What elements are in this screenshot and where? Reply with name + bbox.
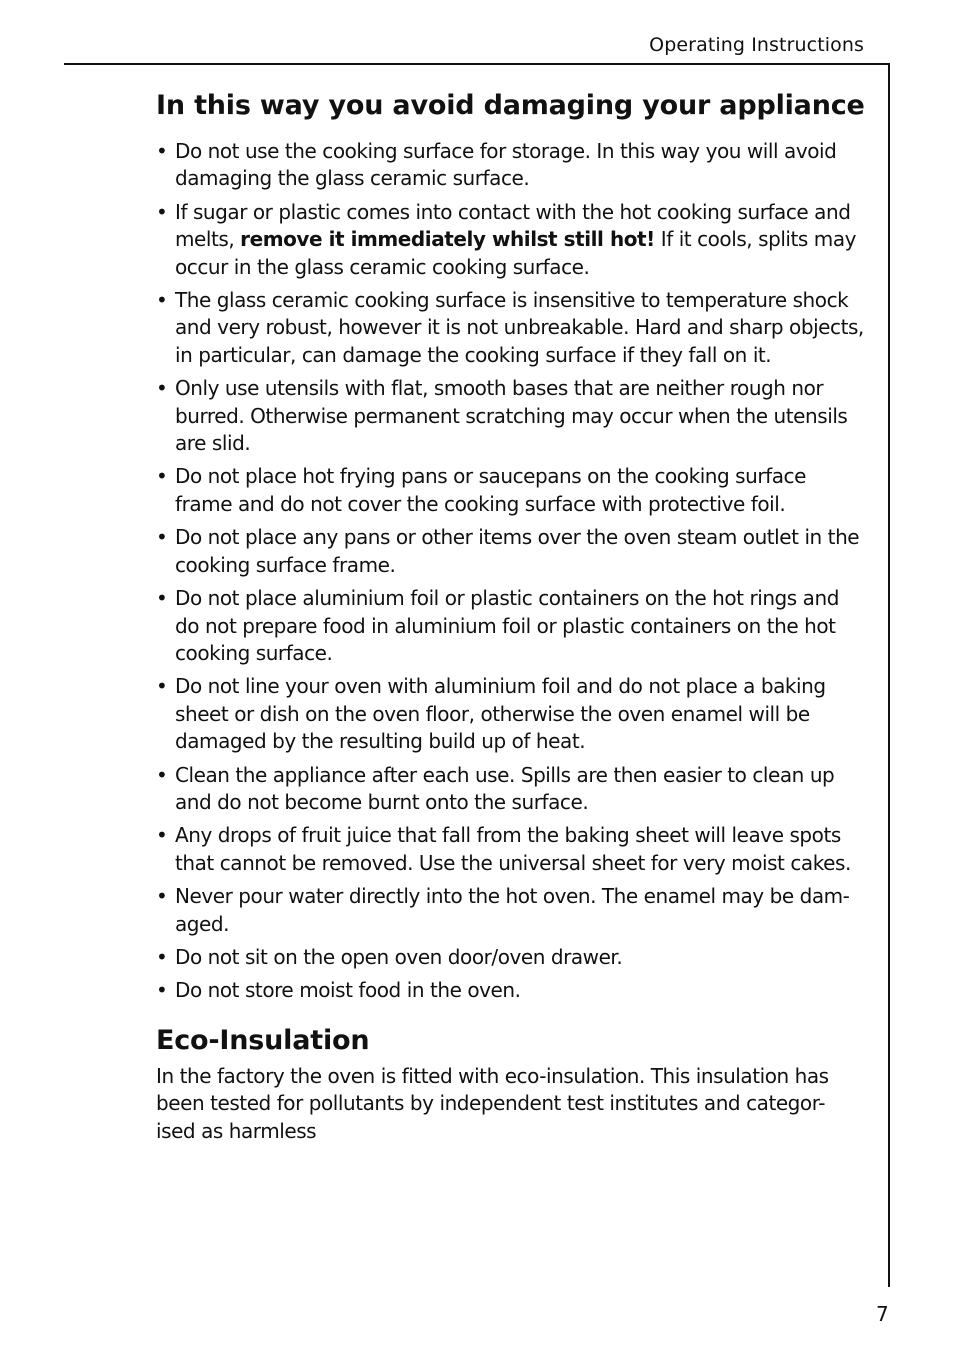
list-item: • Do not place aluminium foil or plastic containers on the hot rings and do not prepare food in aluminium foil or plastic containers on the hot cooking surface. <box>156 586 839 665</box>
list-item: • If sugar or plastic comes into contact with the hot cooking surface and melts, remove it immediately whilst still hot! If it cools, splits may occur in the glass ceramic cooking surface. <box>156 199 857 279</box>
bullet-icon: • <box>156 884 168 909</box>
list-item: • Do not store moist food in the oven. <box>156 977 868 1004</box>
list-item: • Any drops of fruit juice that fall from the baking sheet will leave spots that cannot be removed. Use the universal sheet for very moist cakes. <box>156 823 851 875</box>
list-item: • The glass ceramic cooking surface is insensitive to temperature shock and very robust, however it is not unbreakable. Hard and sharp objects, in particular, can damage the cooking surface if they fall on it. <box>156 288 864 367</box>
emphasis-text: remove it immediately whilst still hot! <box>240 227 655 252</box>
bullet-icon: • <box>156 525 168 550</box>
header-rule <box>64 63 890 65</box>
list-item: • Do not place any pans or other items over the oven steam outlet in the cooking surface frame. <box>156 525 860 577</box>
eco-line: ised as harmless <box>156 1118 317 1143</box>
bullet-icon: • <box>156 586 168 611</box>
bullet-icon: • <box>156 978 168 1003</box>
bullet-icon: • <box>156 139 168 163</box>
section-title-eco: Eco-Insulation <box>156 1024 370 1056</box>
eco-line: In the factory the oven is fitted with eco-insulation. This insulation has <box>156 1063 829 1088</box>
list-item: • Do not use the cooking surface for storage. In this way you will avoid damaging the glass ceramic surface. <box>156 139 837 191</box>
list-item: • Do not place hot frying pans or saucepans on the cooking surface frame and do not cover the cooking surface with protective foil. <box>156 464 806 516</box>
bullet-icon: • <box>156 944 168 969</box>
bullet-icon: • <box>156 376 168 401</box>
bullet-icon: • <box>156 288 168 313</box>
bullet-icon: • <box>156 199 168 224</box>
list-item: • Do not line your oven with aluminium foil and do not place a baking sheet or dish on the oven floor, otherwise the oven enamel will be damaged by the resulting build up of heat. <box>156 674 826 754</box>
list-item: • Only use utensils with flat, smooth bases that are neither rough nor burred. Otherwise permanent scratching may occur when the utensils are slid. <box>156 376 848 456</box>
bullet-icon: • <box>156 464 168 489</box>
list-item: • Never pour water directly into the hot oven. The enamel may be dam-aged. <box>156 884 850 936</box>
list-item: • Do not sit on the open oven door/oven drawer. <box>156 944 868 971</box>
running-header: Operating Instructions <box>649 34 864 56</box>
list-item: • Clean the appliance after each use. Spills are then easier to clean up and do not become burnt onto the surface. <box>156 762 835 814</box>
bullet-icon: • <box>156 674 168 699</box>
page-number: 7 <box>876 1302 889 1326</box>
bullet-icon: • <box>156 823 168 848</box>
eco-paragraph <box>156 1063 868 1145</box>
page-content <box>156 88 868 1145</box>
section-title-damage: In this way you avoid damaging your appliance <box>156 90 865 121</box>
eco-line: been tested for pollutants by independent test institutes and categor- <box>156 1091 825 1116</box>
side-rule <box>888 63 890 1287</box>
bullet-icon: • <box>156 762 168 787</box>
damage-list <box>156 138 868 1005</box>
